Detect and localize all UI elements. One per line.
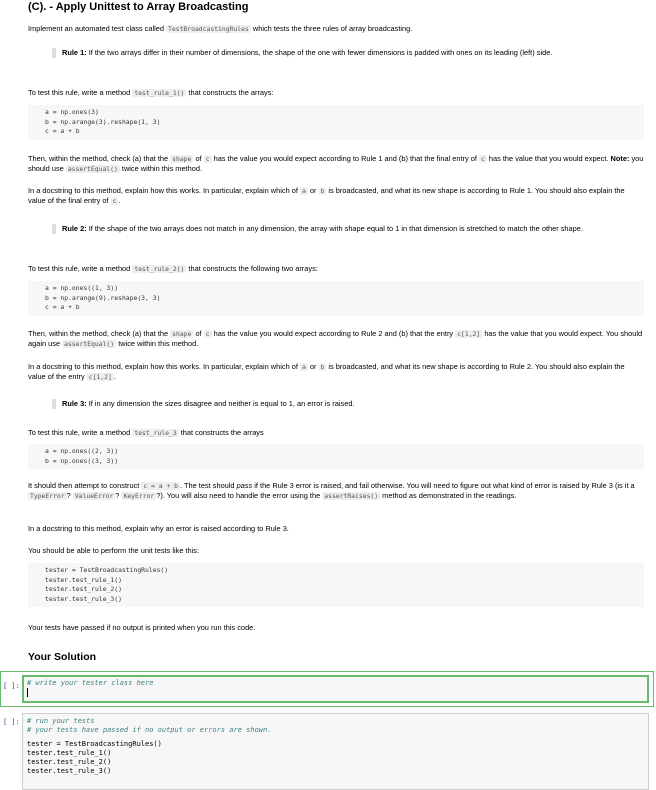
- code-line: c = a + b: [45, 127, 80, 135]
- rule-2-test-paragraph: To test this rule, write a method test_rule_2() that constructs the following two arrays:: [28, 264, 318, 273]
- code-comment: # write your tester class here: [27, 679, 154, 687]
- code-line: tester.test_rule_2(): [45, 585, 122, 593]
- rule-3-code-block: [28, 444, 644, 469]
- code-line: b = np.ones((3, 3)): [45, 456, 119, 465]
- rule-2-check-paragraph: Then, within the method, check (a) that the shape of c has the value you would expect according to Rule 2 and (b) that the entry c[1,2] has the value that you would expect. You should again use assertEqual() twice within this method.: [28, 329, 643, 348]
- code-line: a = np.ones((1, 3)): [45, 284, 119, 292]
- run-code-block: [28, 563, 644, 607]
- code-line: tester.test_rule_1(): [27, 749, 112, 757]
- code-line: tester.test_rule_3(): [45, 594, 122, 603]
- rule-3-check-paragraph: It should then attempt to construct c = a + b . The test should pass if the Rule 3 error is raised, and fail otherwise. You will need to figure out what kind of error is raised by Rule 3 (is it a TypeError ? ValueError ? KeyError ?). You will also need to handle the error using the assertRaises() method as demonstrated in the readings.: [28, 481, 635, 500]
- cell-prompt: [ ]:: [3, 682, 20, 690]
- code-line: tester = TestBroadcastingRules(): [27, 740, 162, 748]
- passed-note-paragraph: Your tests have passed if no output is printed when you run this code.: [28, 623, 256, 632]
- rule-2-code-block: [28, 281, 644, 316]
- code-line: tester = TestBroadcastingRules(): [45, 566, 169, 574]
- solution-heading: Your Solution: [28, 651, 97, 663]
- code-line: c = a + b: [45, 303, 80, 311]
- code-line: tester.test_rule_2(): [27, 758, 112, 766]
- rule-1-check-paragraph: Then, within the method, check (a) that the shape of c has the value you would expect according to Rule 1 and (b) that the final entry of c has the value that you would expect. Note: you should use assertEqual() twice within this method.: [28, 154, 644, 173]
- code-line: b = np.arange(9).reshape(3, 3): [45, 293, 161, 302]
- rule-1-code-block: [28, 105, 644, 140]
- rule-2-quote: Rule 2: If the shape of the two arrays does not match in any dimension, the array with shape equal to 1 in that dimension is stretched to match the other shape.: [52, 224, 652, 234]
- rule-3-test-paragraph: To test this rule, write a method test_rule_3 that constructs the arrays: [28, 428, 264, 437]
- rule-2-docstring-paragraph: In a docstring to this method, explain how this works. In particular, explain which of a or b is broadcasted, and what its new shape is according to Rule 2. You should also explain the value of the entry c[1,2] .: [28, 362, 625, 381]
- rule-1-quote: Rule 1: If the two arrays differ in their number of dimensions, the shape of the one with fewer dimensions is padded with ones on its leading (left) side.: [52, 48, 652, 58]
- class-name-code: TestBroadcastingRules: [168, 25, 249, 33]
- rule-3-docstring-paragraph: In a docstring to this method, explain why an error is raised according to Rule 3.: [28, 524, 289, 533]
- text-cursor: [27, 688, 28, 697]
- code-cell-run-tests[interactable]: [22, 713, 649, 790]
- code-comment: # your tests have passed if no output or errors are shown.: [27, 726, 272, 734]
- code-line: tester.test_rule_3(): [27, 767, 112, 775]
- rule-1-test-paragraph: To test this rule, write a method test_rule_1() that constructs the arrays:: [28, 88, 274, 97]
- code-line: a = np.ones(3): [45, 108, 99, 116]
- code-cell-tester-class[interactable]: [22, 675, 649, 703]
- page-title: (C). - Apply Unittest to Array Broadcasting: [28, 1, 249, 13]
- intro-paragraph: Implement an automated test class called TestBroadcastingRules which tests the three rules of array broadcasting.: [28, 24, 413, 33]
- cell-prompt: [ ]:: [3, 718, 20, 726]
- code-line: tester.test_rule_1(): [45, 575, 122, 584]
- run-intro-paragraph: You should be able to perform the unit tests like this:: [28, 546, 200, 555]
- rule-1-docstring-paragraph: In a docstring to this method, explain how this works. In particular, explain which of a or b is broadcasted, and what its new shape is according to Rule 1. You should also explain the value of the final entry of c .: [28, 186, 625, 205]
- code-line: a = np.ones((2, 3)): [45, 447, 119, 455]
- code-comment: # run your tests: [27, 717, 95, 725]
- rule-3-quote: Rule 3: If in any dimension the sizes disagree and neither is equal to 1, an error is raised.: [52, 399, 652, 409]
- code-line: b = np.arange(3).reshape(1, 3): [45, 117, 161, 126]
